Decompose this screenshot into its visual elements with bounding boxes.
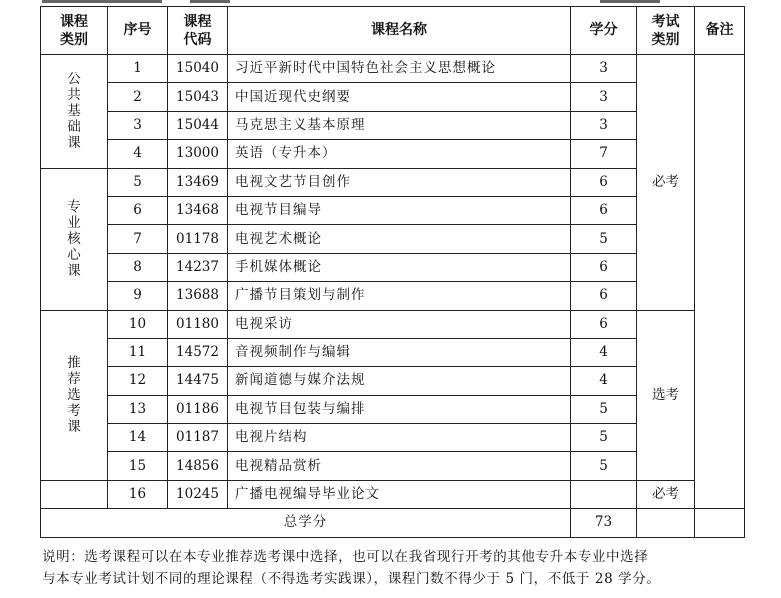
course-name-cell: 电视艺术概论 (228, 225, 571, 253)
course-name-cell: 手机媒体概论 (228, 253, 571, 281)
course-name-cell: 电视节目包装与编排 (228, 395, 571, 423)
course-name-cell: 广播电视编导毕业论文 (228, 480, 571, 508)
code-cell: 14237 (168, 253, 228, 281)
credits-cell: 4 (571, 367, 637, 395)
exam-type-thesis-cell: 必考 (637, 480, 695, 508)
note-line-1: 说明：选考课程可以在本专业推荐选考课中选择，也可以在我省现行开考的其他专升本专业中选择 (42, 549, 649, 565)
category-cell-public: 公共基础课 (41, 55, 108, 169)
seq-cell: 13 (108, 395, 168, 423)
category-cell-elective: 推荐选考课 (41, 310, 108, 480)
credits-cell: 6 (571, 168, 637, 196)
table-row (41, 310, 745, 338)
total-credits-label: 总学分 (41, 509, 571, 537)
credits-cell: 3 (571, 55, 637, 83)
seq-cell: 4 (108, 140, 168, 168)
code-cell: 15043 (168, 83, 228, 111)
seq-cell: 9 (108, 282, 168, 310)
code-cell: 01180 (168, 310, 228, 338)
category-cell-thesis (41, 480, 108, 508)
credits-cell: 5 (571, 424, 637, 452)
credits-cell (571, 480, 637, 508)
table-header-row (41, 7, 745, 55)
seq-cell: 10 (108, 310, 168, 338)
total-row (41, 509, 745, 537)
course-name-cell: 电视采访 (228, 310, 571, 338)
table-row (41, 55, 745, 83)
course-name-cell: 马克思主义基本原理 (228, 111, 571, 139)
note-line-2: 与本专业考试计划不同的理论课程（不得选考实践课），课程门数不得少于 5 门，不低于 28 学分。 (42, 571, 661, 587)
credits-cell: 7 (571, 140, 637, 168)
code-cell: 15040 (168, 55, 228, 83)
seq-cell: 12 (108, 367, 168, 395)
curriculum-table (40, 6, 745, 538)
seq-cell: 5 (108, 168, 168, 196)
header-name: 课程名称 (228, 7, 571, 55)
explanation-note (42, 546, 762, 590)
seq-cell: 8 (108, 253, 168, 281)
seq-cell: 14 (108, 424, 168, 452)
credits-cell: 5 (571, 395, 637, 423)
total-exam-type-cell (637, 509, 695, 537)
seq-cell: 11 (108, 338, 168, 366)
code-cell: 01187 (168, 424, 228, 452)
course-name-cell: 中国近现代史纲要 (228, 83, 571, 111)
seq-cell: 3 (108, 111, 168, 139)
seq-cell: 2 (108, 83, 168, 111)
code-cell: 01186 (168, 395, 228, 423)
code-cell: 15044 (168, 111, 228, 139)
table-row (41, 480, 745, 508)
header-category: 课程类别 (41, 7, 108, 55)
code-cell: 10245 (168, 480, 228, 508)
exam-type-elective-cell: 选考 (637, 310, 695, 480)
credits-cell: 5 (571, 225, 637, 253)
code-cell: 13469 (168, 168, 228, 196)
code-cell: 14572 (168, 338, 228, 366)
header-remark: 备注 (695, 7, 745, 55)
seq-cell: 1 (108, 55, 168, 83)
credits-cell: 6 (571, 310, 637, 338)
seq-cell: 16 (108, 480, 168, 508)
credits-cell: 6 (571, 282, 637, 310)
code-cell: 13688 (168, 282, 228, 310)
code-cell: 13468 (168, 196, 228, 224)
course-name-cell: 音视频制作与编辑 (228, 338, 571, 366)
course-name-cell: 新闻道德与媒介法规 (228, 367, 571, 395)
seq-cell: 7 (108, 225, 168, 253)
credits-cell: 3 (571, 111, 637, 139)
credits-cell: 6 (571, 253, 637, 281)
exam-type-required-cell: 必考 (637, 55, 695, 311)
course-name-cell: 电视片结构 (228, 424, 571, 452)
credits-cell: 3 (571, 83, 637, 111)
code-cell: 14856 (168, 452, 228, 480)
remark-cell (695, 55, 745, 509)
credits-cell: 4 (571, 338, 637, 366)
header-exam-type: 考试类别 (637, 7, 695, 55)
code-cell: 14475 (168, 367, 228, 395)
header-code: 课程代码 (168, 7, 228, 55)
total-remark-cell (695, 509, 745, 537)
code-cell: 01178 (168, 225, 228, 253)
course-name-cell: 电视文艺节目创作 (228, 168, 571, 196)
credits-cell: 6 (571, 196, 637, 224)
course-name-cell: 英语（专升本） (228, 140, 571, 168)
seq-cell: 6 (108, 196, 168, 224)
category-cell-core: 专业核心课 (41, 168, 108, 310)
course-name-cell: 广播节目策划与制作 (228, 282, 571, 310)
course-name-cell: 电视精品赏析 (228, 452, 571, 480)
header-credits: 学分 (571, 7, 637, 55)
seq-cell: 15 (108, 452, 168, 480)
course-name-cell: 电视节目编导 (228, 196, 571, 224)
credits-cell: 5 (571, 452, 637, 480)
code-cell: 13000 (168, 140, 228, 168)
total-credits-value: 73 (571, 509, 637, 537)
header-seq: 序号 (108, 7, 168, 55)
course-name-cell: 习近平新时代中国特色社会主义思想概论 (228, 55, 571, 83)
